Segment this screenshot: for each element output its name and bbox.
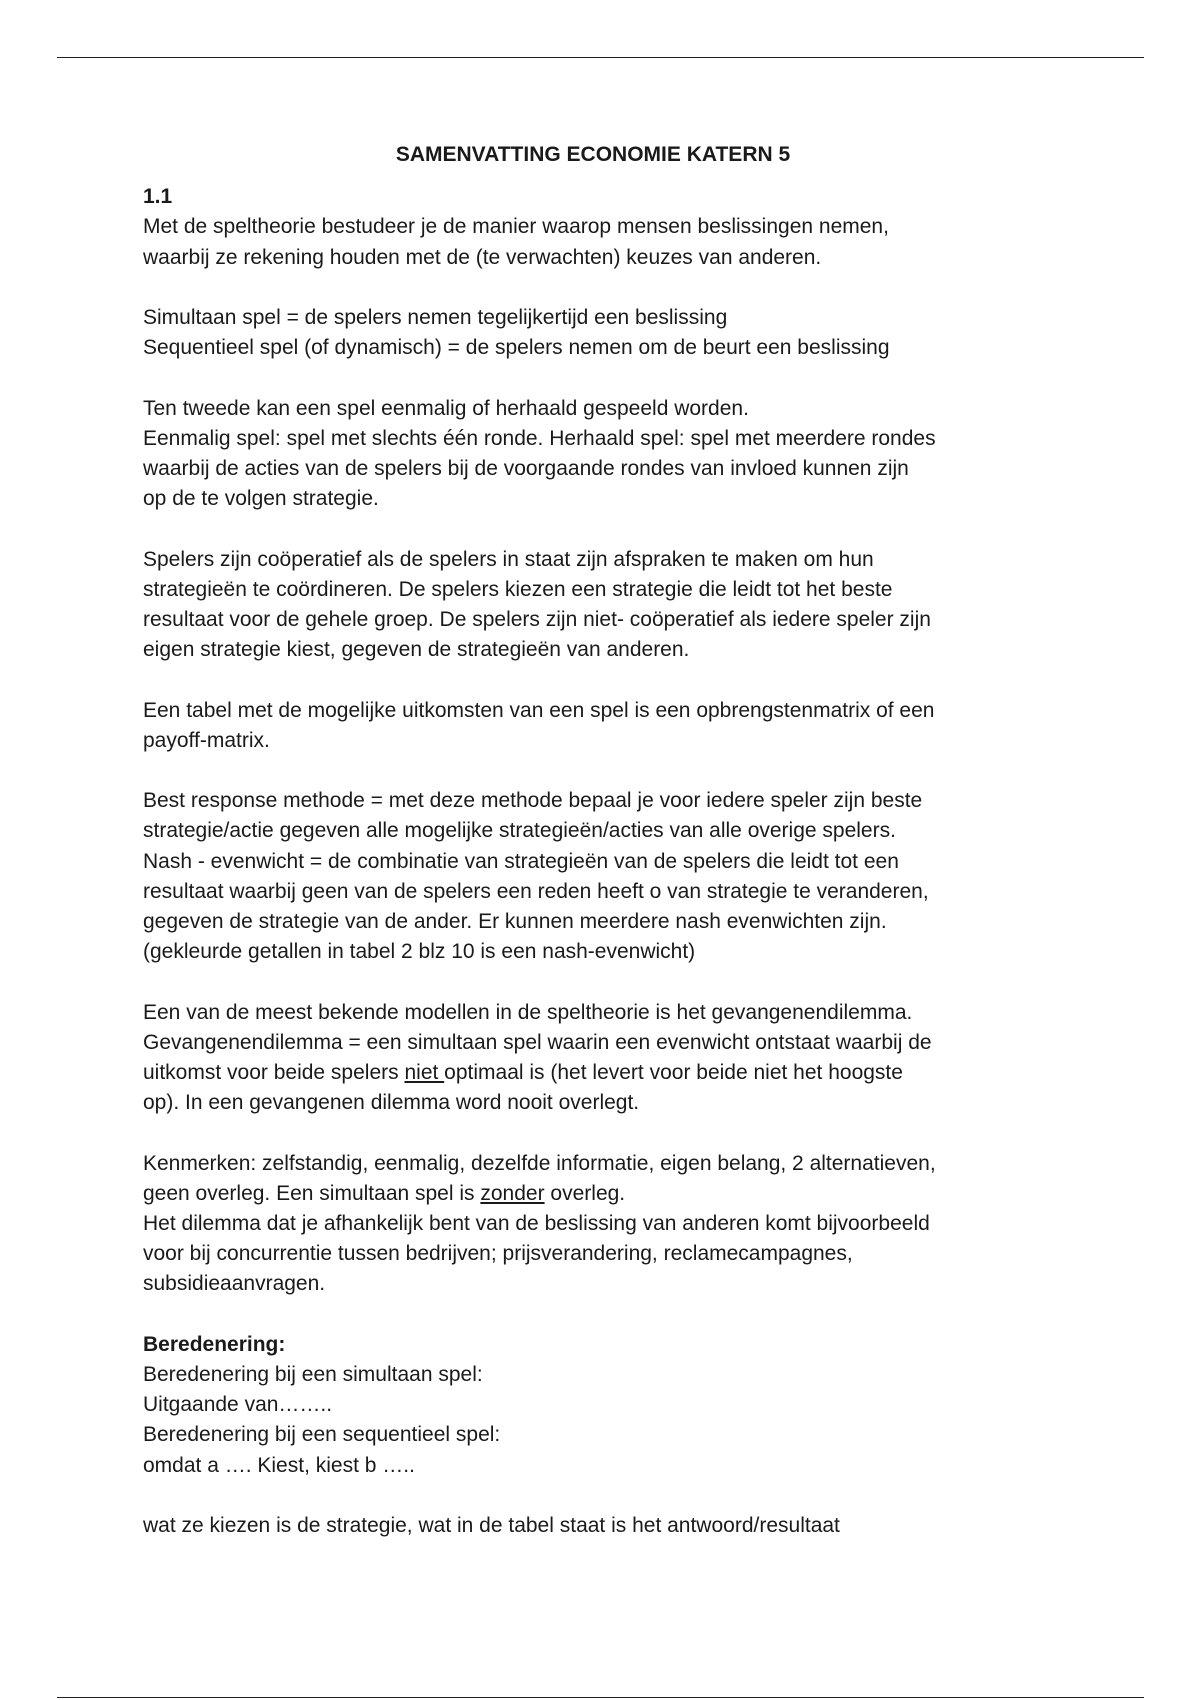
paragraph-gevangenendilemma bbox=[143, 998, 1143, 1119]
paragraph-intro bbox=[143, 212, 1143, 272]
text-line: Sequentieel spel (of dynamisch) = de spelers nemen om de beurt een beslissing bbox=[143, 336, 890, 360]
text-line bbox=[143, 1179, 1143, 1209]
text-line: Beredenering bij een sequentieel spel: bbox=[143, 1423, 501, 1447]
beredenering-heading: Beredenering: bbox=[143, 1332, 286, 1356]
text-line: voor bij concurrentie tussen bedrijven; prijsverandering, reclamecampagnes, bbox=[143, 1242, 853, 1266]
text-line: Kenmerken: zelfstandig, eenmalig, dezelfde informatie, eigen belang, 2 alternatieven, bbox=[143, 1151, 936, 1175]
text-line: gegeven de strategie van de ander. Er kunnen meerdere nash evenwichten zijn. bbox=[143, 910, 887, 933]
text-line: Ten tweede kan een spel eenmalig of herhaald gespeeld worden. bbox=[143, 396, 749, 420]
paragraph-kenmerken bbox=[143, 1149, 1143, 1300]
text-line: strategie/actie gegeven alle mogelijke strategieën/acties van alle overige spelers. bbox=[143, 819, 896, 843]
text-line: omdat a …. Kiest, kiest b ….. bbox=[143, 1453, 415, 1477]
text-line: waarbij de acties van de spelers bij de voorgaande rondes van invloed kunnen zijn bbox=[143, 457, 909, 480]
paragraph-matrix bbox=[143, 696, 1143, 756]
text-segment: optimaal is (het levert voor beide niet het hoogste bbox=[444, 1061, 903, 1084]
text-line: resultaat voor de gehele groep. De spelers zijn niet- coöperatief als iedere speler zijn bbox=[143, 608, 931, 631]
bottom-rule bbox=[57, 1697, 1144, 1698]
text-line: (gekleurde getallen in tabel 2 blz 10 is een nash-evenwicht) bbox=[143, 940, 696, 964]
document-body bbox=[143, 140, 1143, 1571]
underlined-text: niet bbox=[404, 1061, 445, 1084]
text-line: Gevangenendilemma = een simultaan spel waarin een evenwicht ontstaat waarbij de bbox=[143, 1030, 932, 1054]
text-segment: overleg. bbox=[544, 1181, 626, 1205]
paragraph-slot bbox=[143, 1511, 1143, 1541]
paragraph-beredenering bbox=[143, 1330, 1143, 1481]
text-line: payoff-matrix. bbox=[143, 728, 270, 752]
paragraph-spel-types bbox=[143, 303, 1143, 363]
text-line: Spelers zijn coöperatief als de spelers in staat zijn afspraken te maken om hun bbox=[143, 547, 874, 571]
text-line: Het dilemma dat je afhankelijk bent van de beslissing van anderen komt bijvoorbeeld bbox=[143, 1212, 930, 1235]
text-line: Een tabel met de mogelijke uitkomsten van een spel is een opbrengstenmatrix of een bbox=[143, 698, 935, 722]
text-line: op). In een gevangenen dilemma word nooit overlegt. bbox=[143, 1091, 640, 1115]
paragraph-best-response bbox=[143, 786, 1143, 967]
paragraph-cooperatief bbox=[143, 545, 1143, 666]
text-line: strategieën te coördineren. De spelers kiezen een strategie die leidt tot het beste bbox=[143, 577, 893, 601]
text-line: wat ze kiezen is de strategie, wat in de tabel staat is het antwoord/resultaat bbox=[143, 1514, 840, 1537]
text-line: eigen strategie kiest, gegeven de strategieën van anderen. bbox=[143, 638, 690, 662]
text-line bbox=[143, 1058, 1143, 1088]
text-segment: geen overleg. Een simultaan spel is bbox=[143, 1181, 481, 1205]
paragraph-herhaald bbox=[143, 394, 1143, 515]
text-line: resultaat waarbij geen van de spelers een reden heeft o van strategie te veranderen, bbox=[143, 879, 929, 903]
text-line: Best response methode = met deze methode bepaal je voor iedere speler zijn beste bbox=[143, 789, 923, 813]
top-rule bbox=[57, 57, 1144, 58]
text-line: Beredenering bij een simultaan spel: bbox=[143, 1363, 483, 1386]
text-line: Uitgaande van…….. bbox=[143, 1393, 333, 1417]
underlined-text: zonder bbox=[480, 1181, 545, 1205]
document-title: SAMENVATTING ECONOMIE KATERN 5 bbox=[395, 143, 791, 166]
text-segment: uitkomst voor beide spelers bbox=[143, 1061, 405, 1084]
text-line: Eenmalig spel: spel met slechts één ronde. Herhaald spel: spel met meerdere rondes bbox=[143, 426, 936, 450]
text-line: op de te volgen strategie. bbox=[143, 487, 379, 511]
section-number: 1.1 bbox=[143, 185, 173, 209]
text-line: waarbij ze rekening houden met de (te verwachten) keuzes van anderen. bbox=[143, 245, 822, 269]
text-line: Nash - evenwicht = de combinatie van strategieën van de spelers die leidt tot een bbox=[143, 849, 899, 873]
text-line: subsidieaanvragen. bbox=[143, 1272, 326, 1296]
text-line: Met de speltheorie bestudeer je de manier waarop mensen beslissingen nemen, bbox=[143, 215, 889, 239]
text-line: Een van de meest bekende modellen in de speltheorie is het gevangenendilemma. bbox=[143, 1000, 913, 1024]
text-line: Simultaan spel = de spelers nemen tegelijkertijd een beslissing bbox=[143, 306, 728, 329]
